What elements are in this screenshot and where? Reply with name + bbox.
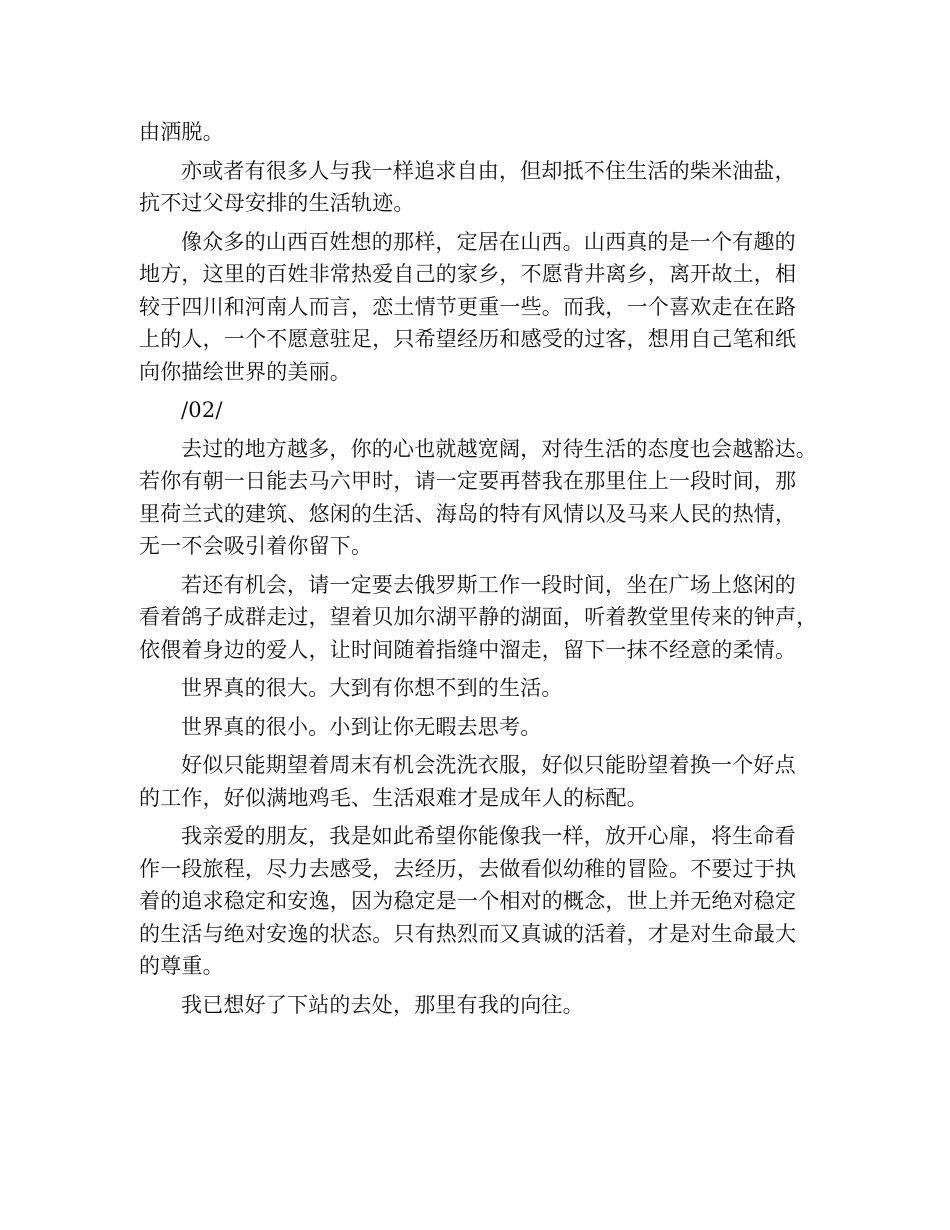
paragraph-6: 若还有机会，请一定要去俄罗斯工作一段时间，坐在广场上悠闲的 看着鸽子成群走过，望着贝加尔湖平静的湖面，听着教堂里传来的钟声， 依偎着身边的爱人，让时间随着指缝中溜走，留下一抹不经意的柔情。 [139,572,818,662]
paragraph-1: 由洒脱。 [139,120,224,144]
paragraph-9: 好似只能期望着周末有机会洗洗衣服，好似只能盼望着换一个好点 的工作，好似满地鸡毛、生活艰难才是成年人的标配。 [139,753,796,810]
paragraph-8: 世界真的很小。小到让你无暇去思考。 [181,714,542,739]
paragraph-10: 我亲爱的朋友，我是如此希望你能像我一样，放开心扉，将生命看 作一段旅程，尽力去感受，去经历，去做看似幼稚的冒险。不要过于执 着的追求稳定和安逸，因为稳定是一个相对的概念，世上并无绝对稳定 的生活与绝对安逸的状态。只有热烈而又真诚的活着，才是对生命最大 的尊重。 [139,824,797,978]
paragraph-2: 亦或者有很多人与我一样追求自由，但却抵不住生活的柴米油盐， 抗不过父母安排的生活轨迹。 [139,158,796,215]
paragraph-3: 像众多的山西百姓想的那样，定居在山西。山西真的是一个有趣的 地方，这里的百姓非常热爱自己的家乡，不愿背井离乡，离开故土，相 较于四川和河南人而言，恋土情节更重一些。而我，一个喜欢走在在路 上的人，一个不愿意驻足，只希望经历和感受的过客，想用自己笔和纸 向你描绘世界的美丽。 [139,229,797,384]
paragraph-5: 去过的地方越多，你的心也就越宽阔，对待生活的态度也会越豁达。 若你有朝一日能去马六甲时，请一定要再替我在那里住上一段时间，那 里荷兰式的建筑、悠闲的生活、海岛的特有风情以及马来人民的热情， 无一不会吸引着你留下。 [139,436,817,558]
document-body [139,116,829,1027]
paragraph-11: 我已想好了下站的去处，那里有我的向往。 [181,992,584,1017]
section-marker: /02/ [181,398,223,422]
paragraph-7: 世界真的很大。大到有你想不到的生活。 [181,676,563,700]
